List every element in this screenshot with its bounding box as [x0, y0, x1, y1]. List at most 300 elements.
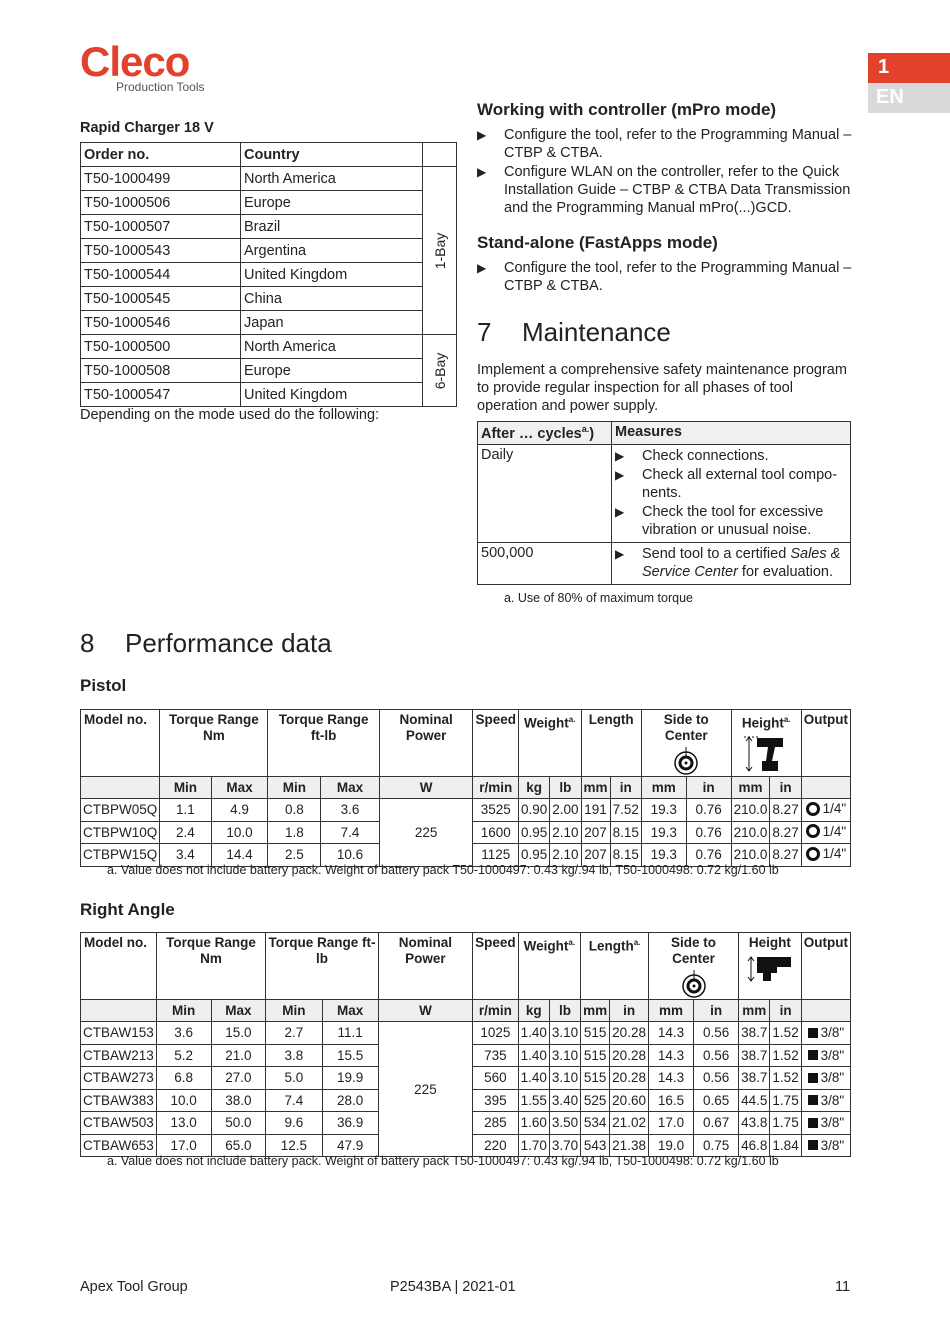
weight-header-label: Weight [523, 938, 569, 954]
h-in-cell: 1.84 [770, 1134, 801, 1157]
maint-500000-list [615, 545, 847, 581]
output-header-label: Output [803, 935, 848, 950]
unit-in-header: in [610, 1000, 649, 1022]
maint-cycles: 500,000 [478, 542, 612, 584]
table-row [81, 215, 457, 239]
order-number-cell: T50-1000544 [81, 263, 241, 287]
country-cell: North America [241, 335, 423, 359]
standalone-section [477, 233, 853, 296]
len-in-cell: 7.52 [610, 799, 641, 822]
unit-mm-header: mm [648, 1000, 693, 1022]
len-in-cell: 8.15 [610, 821, 641, 844]
len-mm-cell: 515 [581, 1022, 610, 1045]
nm-min-cell: 13.0 [156, 1112, 211, 1135]
logo-wordmark: Cleco [80, 38, 190, 85]
height-header-label: Height [748, 935, 791, 950]
unit-in-header: in [770, 1000, 801, 1022]
footnote-marker: a. [783, 715, 791, 724]
side-mm-cell: 17.0 [648, 1112, 693, 1135]
bay-6-cell [423, 335, 457, 407]
unit-lb-header: lb [549, 1000, 580, 1022]
unit-min-header: Min [268, 777, 321, 799]
ft-max-cell: 19.9 [322, 1067, 378, 1090]
ft-min-cell: 5.0 [266, 1067, 322, 1090]
ft-max-cell: 10.6 [321, 844, 379, 867]
model-cell: CTBAW213 [81, 1044, 157, 1067]
nm-min-cell: 3.6 [156, 1022, 211, 1045]
unit-rmin-header: r/min [473, 777, 519, 799]
footnote-marker: a. [568, 715, 576, 724]
list-item-text: Check all external tool compo-nents. [642, 466, 838, 501]
table-row [81, 311, 457, 335]
side-mm-cell: 19.0 [648, 1134, 693, 1157]
table-header-row [81, 710, 851, 777]
square-drive-ring-icon [806, 847, 820, 861]
side-mm-cell: 19.3 [641, 821, 686, 844]
output-cell [801, 1044, 850, 1067]
unit-min-header: Min [266, 1000, 322, 1022]
unit-lb-header: lb [550, 777, 581, 799]
performance-heading [80, 628, 332, 659]
output-value: 3/8" [820, 1092, 845, 1108]
table-row [81, 191, 457, 215]
unit-w-header: W [378, 1000, 472, 1022]
output-value: 3/8" [820, 1047, 845, 1063]
maintenance-title: Maintenance [522, 317, 671, 347]
maint-col-measures: Measures [612, 422, 851, 445]
output-value: 3/8" [820, 1070, 845, 1085]
ft-max-cell: 3.6 [321, 799, 379, 822]
cleco-logo [80, 38, 205, 94]
nominal-power-header [378, 933, 472, 1000]
len-mm-cell: 525 [581, 1089, 610, 1112]
controller-section [477, 100, 853, 218]
performance-number: 8 [80, 628, 95, 658]
h-mm-cell: 38.7 [739, 1044, 770, 1067]
unit-header-row [81, 777, 851, 799]
speed-cell: 735 [473, 1044, 519, 1067]
speed-cell: 1600 [473, 821, 519, 844]
side-to-center-header [641, 710, 731, 777]
side-to-center-icon [669, 746, 703, 776]
country-cell: Europe [241, 191, 423, 215]
model-cell: CTBAW153 [81, 1022, 157, 1045]
nm-max-cell: 15.0 [211, 1022, 266, 1045]
lb-cell: 3.10 [549, 1044, 580, 1067]
unit-max-header: Max [322, 1000, 378, 1022]
len-in-cell: 21.38 [610, 1134, 649, 1157]
model-cell: CTBPW15Q [81, 844, 160, 867]
output-header [801, 933, 850, 1000]
length-header [581, 710, 641, 777]
len-mm-cell: 191 [581, 799, 610, 822]
nm-max-cell: 10.0 [211, 821, 268, 844]
maintenance-intro: Implement a comprehensive safety maintenance program to provide regular inspection for all phases of tool operation and power supply. [477, 362, 847, 414]
nm-max-cell: 27.0 [211, 1067, 266, 1090]
side-mm-cell: 16.5 [648, 1089, 693, 1112]
list-item [477, 259, 853, 295]
unit-w-header: W [379, 777, 473, 799]
logo-subtitle: Production Tools [116, 80, 205, 94]
h-in-cell: 1.52 [770, 1067, 801, 1090]
h-mm-cell: 38.7 [739, 1022, 770, 1045]
output-cell [801, 821, 850, 844]
table-row [81, 359, 457, 383]
footer-doc-id: P2543BA | 2021-01 [390, 1279, 516, 1295]
bullet-arrow-icon: ▶ [477, 261, 487, 275]
output-header-label: Output [803, 712, 848, 727]
nominal-power-cell: 225 [378, 1022, 472, 1157]
nm-min-cell: 1.1 [160, 799, 211, 822]
order-number-cell: T50-1000543 [81, 239, 241, 263]
side-in-cell: 0.76 [686, 821, 731, 844]
ft-min-cell: 3.8 [266, 1044, 322, 1067]
right-angle-table [80, 932, 851, 1157]
order-number-cell: T50-1000508 [81, 359, 241, 383]
list-item-text: Configure WLAN on the controller, refer to the Quick Installation Guide – CTBP & CTBA Data Transmission and the Programming Manual mPro(...)GCD. [504, 164, 851, 216]
bullet-arrow-icon: ▶ [477, 165, 487, 179]
table-row [81, 799, 851, 822]
lb-cell: 3.70 [549, 1134, 580, 1157]
right-angle-footnote: a. Value does not include battery pack. Weight of battery pack T50-1000497: 0.43 kg/.94 lb, T50-1000498: 0.72 kg/1.60 lb [107, 1154, 779, 1168]
chapter-number: 1 [868, 53, 950, 83]
maint-col-cycles: After … cycles$^{a.}$) [478, 422, 612, 445]
output-cell [801, 1089, 850, 1112]
side-in-cell: 0.56 [694, 1067, 739, 1090]
blank-unit-cell [81, 1000, 157, 1022]
pistol-height-icon [741, 734, 791, 774]
height-header-label: Height [741, 715, 784, 731]
controller-list [477, 126, 853, 217]
bullet-arrow-icon: ▶ [615, 467, 625, 482]
len-mm-cell: 515 [581, 1067, 610, 1090]
charger-col-country: Country [241, 143, 423, 167]
side-in-cell: 0.75 [694, 1134, 739, 1157]
nm-min-cell: 6.8 [156, 1067, 211, 1090]
side-to-center-icon [677, 969, 711, 999]
side-in-cell: 0.56 [694, 1022, 739, 1045]
side-mm-cell: 14.3 [648, 1044, 693, 1067]
unit-mm-header: mm [739, 1000, 770, 1022]
unit-in-header: in [686, 777, 731, 799]
list-item-text: Check connections. [642, 447, 769, 464]
nm-min-cell: 10.0 [156, 1089, 211, 1112]
h-in-cell: 1.52 [770, 1044, 801, 1067]
list-item-text: Configure the tool, refer to the Programming Manual – CTBP & CTBA. [504, 127, 852, 161]
side-mm-cell: 14.3 [648, 1022, 693, 1045]
table-row [81, 263, 457, 287]
square-drive-icon [808, 1073, 818, 1083]
pistol-table [80, 709, 851, 867]
h-mm-cell: 46.8 [739, 1134, 770, 1157]
blank-unit-cell [81, 777, 160, 799]
square-drive-ring-icon [806, 802, 820, 816]
unit-mm-header: mm [731, 777, 770, 799]
chapter-language-tab [868, 53, 950, 113]
torque-ftlb-header [266, 933, 379, 1000]
len-in-cell: 20.28 [610, 1067, 649, 1090]
side-to-center-header [648, 933, 738, 1000]
charger-col-order: Order no. [81, 143, 241, 167]
order-number-cell: T50-1000500 [81, 335, 241, 359]
speed-header [473, 933, 519, 1000]
ft-max-cell: 11.1 [322, 1022, 378, 1045]
lb-cell: 3.10 [549, 1022, 580, 1045]
square-drive-icon [808, 1118, 818, 1128]
lb-cell: 2.00 [550, 799, 581, 822]
output-value: 1/4" [822, 846, 847, 861]
language-code: EN [868, 83, 950, 113]
side-in-cell: 0.67 [694, 1112, 739, 1135]
blank-unit-cell [801, 1000, 850, 1022]
bullet-arrow-icon: ▶ [477, 128, 487, 142]
nm-min-cell: 3.4 [160, 844, 211, 867]
len-mm-cell: 534 [581, 1112, 610, 1135]
table-row [81, 287, 457, 311]
side-in-cell: 0.76 [686, 799, 731, 822]
nm-max-cell: 38.0 [211, 1089, 266, 1112]
model-cell: CTBPW10Q [81, 821, 160, 844]
side-in-cell: 0.65 [694, 1089, 739, 1112]
country-cell: United Kingdom [241, 263, 423, 287]
torque-ftlb-header-label: Torque Range ft-lb [278, 712, 369, 743]
footnote-marker: a. [568, 938, 576, 947]
model-no-header: Model no. [81, 710, 160, 777]
pistol-footnote: a. Value does not include battery pack. Weight of battery pack T50-1000497: 0.43 kg/.94 lb, T50-1000498: 0.72 kg/1.60 lb [107, 863, 779, 877]
speed-header-label: Speed [475, 935, 516, 950]
len-in-cell: 8.15 [610, 844, 641, 867]
right-angle-heading: Right Angle [80, 900, 175, 919]
table-row [81, 335, 457, 359]
lb-cell: 2.10 [550, 821, 581, 844]
nm-max-cell: 65.0 [211, 1134, 266, 1157]
country-cell: Brazil [241, 215, 423, 239]
length-header-label: Length [588, 938, 634, 954]
h-mm-cell: 43.8 [739, 1112, 770, 1135]
unit-max-header: Max [211, 1000, 266, 1022]
nominal-power-header [379, 710, 473, 777]
list-item-text: Check the tool for excessive vibration or unusual noise. [642, 503, 824, 538]
len-in-cell: 20.28 [610, 1022, 649, 1045]
ft-max-cell: 47.9 [322, 1134, 378, 1157]
output-cell [801, 844, 850, 867]
lb-cell: 3.10 [549, 1067, 580, 1090]
kg-cell: 1.40 [518, 1022, 549, 1045]
unit-max-header: Max [211, 777, 268, 799]
h-in-cell: 8.27 [770, 799, 801, 822]
side-to-center-header-label: Side to Center [663, 712, 709, 743]
ft-max-cell: 7.4 [321, 821, 379, 844]
nm-min-cell: 5.2 [156, 1044, 211, 1067]
bay-1-cell [423, 167, 457, 335]
charger-col-bay [423, 143, 457, 167]
order-number-cell: T50-1000547 [81, 383, 241, 407]
model-cell: CTBAW273 [81, 1067, 157, 1090]
maintenance-number: 7 [477, 317, 492, 347]
ft-max-cell: 15.5 [322, 1044, 378, 1067]
side-to-center-header-label: Side to Center [671, 935, 717, 966]
kg-cell: 1.55 [518, 1089, 549, 1112]
square-drive-ring-icon [806, 824, 820, 838]
square-drive-icon [808, 1095, 818, 1105]
side-mm-cell: 14.3 [648, 1067, 693, 1090]
lb-cell: 3.40 [549, 1089, 580, 1112]
nm-min-cell: 17.0 [156, 1134, 211, 1157]
speed-cell: 395 [473, 1089, 519, 1112]
unit-in-header: in [694, 1000, 739, 1022]
maintenance-section [477, 317, 853, 605]
weight-header-label: Weight [524, 715, 569, 731]
standalone-list [477, 259, 853, 295]
torque-nm-header-label: Torque Range Nm [168, 712, 259, 743]
nominal-power-header-label: Nominal Power [398, 935, 453, 966]
h-in-cell: 8.27 [770, 821, 801, 844]
output-header [801, 710, 850, 777]
list-item [615, 503, 847, 539]
list-item-text: Configure the tool, refer to the Programming Manual – CTBP & CTBA. [504, 260, 852, 294]
len-in-cell: 20.28 [610, 1044, 649, 1067]
unit-mm-header: mm [581, 1000, 610, 1022]
model-no-header: Model no. [81, 933, 157, 1000]
model-cell: CTBAW383 [81, 1089, 157, 1112]
len-mm-cell: 207 [581, 821, 610, 844]
torque-nm-header [160, 710, 268, 777]
height-header [739, 933, 802, 1000]
lb-cell: 3.50 [549, 1112, 580, 1135]
len-mm-cell: 207 [581, 844, 610, 867]
unit-max-header: Max [321, 777, 379, 799]
unit-min-header: Min [160, 777, 211, 799]
maintenance-heading [477, 317, 853, 348]
order-number-cell: T50-1000499 [81, 167, 241, 191]
order-number-cell: T50-1000506 [81, 191, 241, 215]
footer-company: Apex Tool Group [80, 1279, 188, 1295]
output-value: 1/4" [822, 801, 847, 816]
speed-cell: 220 [473, 1134, 519, 1157]
h-in-cell: 1.75 [770, 1089, 801, 1112]
performance-title: Performance data [125, 628, 332, 658]
list-item: ▶ Send tool to a certified Sales & Service Center for evaluation. [615, 545, 841, 580]
mode-note: Depending on the mode used do the following: [80, 407, 380, 423]
footer-page-number: 11 [835, 1279, 851, 1295]
nm-max-cell: 4.9 [211, 799, 268, 822]
ft-max-cell: 28.0 [322, 1089, 378, 1112]
h-in-cell: 1.75 [770, 1112, 801, 1135]
country-cell: Japan [241, 311, 423, 335]
maint-cycles: Daily [478, 444, 612, 542]
blank-unit-cell [801, 777, 850, 799]
ft-min-cell: 2.7 [266, 1022, 322, 1045]
weight-header [518, 933, 581, 1000]
maint-row-daily [478, 444, 851, 542]
controller-heading: Working with controller (mPro mode) [477, 100, 777, 119]
unit-header-row [81, 1000, 851, 1022]
unit-in-header: in [610, 777, 641, 799]
kg-cell: 0.90 [518, 799, 549, 822]
torque-nm-header [156, 933, 265, 1000]
speed-cell: 285 [473, 1112, 519, 1135]
speed-cell: 560 [473, 1067, 519, 1090]
model-cell: CTBPW05Q [81, 799, 160, 822]
table-row [81, 383, 457, 407]
ft-min-cell: 9.6 [266, 1112, 322, 1135]
speed-cell: 3525 [473, 799, 519, 822]
unit-min-header: Min [156, 1000, 211, 1022]
maint-daily-list [615, 447, 847, 539]
table-row [81, 167, 457, 191]
country-cell: North America [241, 167, 423, 191]
list-item [477, 163, 853, 217]
maint-row-500000 [478, 542, 851, 584]
lb-cell: 2.10 [550, 844, 581, 867]
bullet-arrow-icon: ▶ [615, 504, 625, 519]
len-mm-cell: 543 [581, 1134, 610, 1157]
order-number-cell: T50-1000545 [81, 287, 241, 311]
len-in-cell: 20.60 [610, 1089, 649, 1112]
unit-mm-header: mm [641, 777, 686, 799]
order-number-cell: T50-1000507 [81, 215, 241, 239]
unit-kg-header: kg [518, 1000, 549, 1022]
h-mm-cell: 210.0 [731, 799, 770, 822]
output-cell [801, 1067, 850, 1090]
list-item [615, 447, 847, 465]
list-item [477, 126, 853, 162]
h-in-cell: 8.27 [770, 844, 801, 867]
output-value: 1/4" [822, 823, 847, 839]
bullet-arrow-icon: ▶ [615, 448, 625, 463]
output-value: 3/8" [820, 1137, 845, 1153]
torque-nm-header-label: Torque Range Nm [166, 935, 256, 966]
unit-kg-header: kg [518, 777, 549, 799]
square-drive-icon [808, 1028, 818, 1038]
list-item [615, 466, 847, 502]
output-cell [801, 799, 850, 822]
right-angle-height-icon [745, 953, 795, 987]
torque-ftlb-header [268, 710, 379, 777]
country-cell: China [241, 287, 423, 311]
nm-min-cell: 2.4 [160, 821, 211, 844]
speed-cell: 1125 [473, 844, 519, 867]
output-value: 3/8" [820, 1115, 845, 1130]
side-in-cell: 0.56 [694, 1044, 739, 1067]
h-mm-cell: 38.7 [739, 1067, 770, 1090]
nm-max-cell: 21.0 [211, 1044, 266, 1067]
kg-cell: 1.40 [518, 1044, 549, 1067]
bay-label: 1-Bay [431, 232, 448, 269]
standalone-heading: Stand-alone (FastApps mode) [477, 233, 718, 252]
len-mm-cell: 515 [581, 1044, 610, 1067]
unit-rmin-header: r/min [473, 1000, 519, 1022]
torque-ftlb-header-label: Torque Range ft-lb [268, 935, 376, 966]
kg-cell: 0.95 [518, 844, 549, 867]
output-value: 3/8" [820, 1025, 845, 1040]
ft-min-cell: 1.8 [268, 821, 321, 844]
table-row [81, 1022, 851, 1045]
pistol-heading: Pistol [80, 676, 127, 695]
side-mm-cell: 19.3 [641, 844, 686, 867]
length-header-label: Length [588, 712, 634, 727]
nominal-power-header-label: Nominal Power [399, 712, 453, 743]
kg-cell: 1.70 [518, 1134, 549, 1157]
table-row [81, 239, 457, 263]
charger-table [80, 142, 457, 407]
output-cell [801, 1022, 850, 1045]
side-in-cell: 0.76 [686, 844, 731, 867]
nm-max-cell: 14.4 [211, 844, 268, 867]
kg-cell: 1.40 [518, 1067, 549, 1090]
h-in-cell: 1.52 [770, 1022, 801, 1045]
square-drive-icon [808, 1050, 818, 1060]
